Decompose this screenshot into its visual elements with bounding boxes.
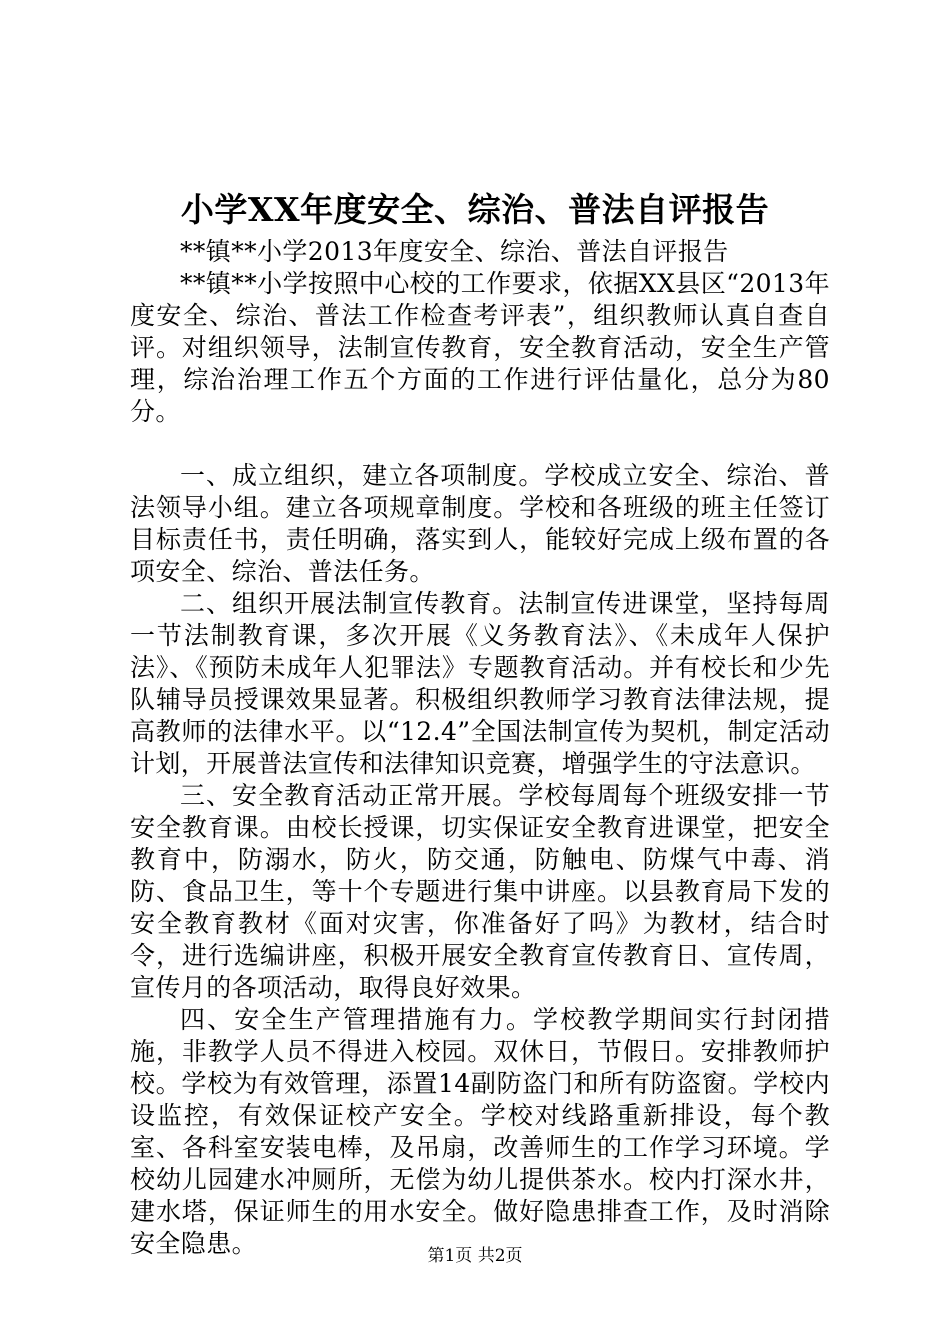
- section-4-paragraph: 四、安全生产管理措施有力。学校教学期间实行封闭措施，非教学人员不得进入校园。双休日，节假日。安排教师护校。学校为有效管理，添置14副防盗门和所有防盗窗。学校内设监控，有效保证校产安全。学校对线路重新排设，每个教室、各科室安装电棒，及吊扇，改善师生的工作学习环境。学校幼儿园建水冲厕所，无偿为幼儿提供茶水。校内打深水井，建水塔，保证师生的用水安全。做好隐患排查工作，及时消除安全隐患。: [130, 1005, 830, 1258]
- page-number-footer: 第1页 共2页: [427, 1246, 523, 1266]
- section-2-paragraph: 二、组织开展法制宣传教育。法制宣传进课堂，坚持每周一节法制教育课，多次开展《义务教育法》、《未成年人保护法》、《预防未成年人犯罪法》专题教育活动。并有校长和少先队辅导员授课效果显著。积极组织教师学习教育法律法规，提高教师的法律水平。以“12.4”全国法制宣传为契机，制定活动计划，开展普法宣传和法律知识竞赛，增强学生的守法意识。: [130, 589, 830, 778]
- document-title: 小学XX年度安全、综治、普法自评报告: [180, 190, 770, 229]
- section-1-paragraph: 一、成立组织，建立各项制度。学校成立安全、综治、普法领导小组。建立各项规章制度。学校和各班级的班主任签订目标责任书，责任明确，落实到人，能较好完成上级布置的各项安全、综治、普法任务。: [130, 461, 830, 586]
- document-body: [130, 236, 830, 1260]
- intro-paragraph: **镇**小学按照中心校的工作要求，依据XX县区“2013年度安全、综治、普法工作检查考评表”，组织教师认真自查自评。对组织领导，法制宣传教育，安全教育活动，安全生产管理，综治治理工作五个方面的工作进行评估量化，总分为80分。: [130, 269, 830, 426]
- report-subtitle-paragraph: **镇**小学2013年度安全、综治、普法自评报告: [180, 237, 729, 266]
- section-3-paragraph: 三、安全教育活动正常开展。学校每周每个班级安排一节安全教育课。由校长授课，切实保证安全教育进课堂，把安全教育中，防溺水，防火，防交通，防触电、防煤气中毒、消防、食品卫生，等十个专题进行集中讲座。以县教育局下发的安全教育教材《面对灾害，你准备好了吗》为教材，结合时令，进行选编讲座，积极开展安全教育宣传教育日、宣传周，宣传月的各项活动，取得良好效果。: [130, 781, 830, 1002]
